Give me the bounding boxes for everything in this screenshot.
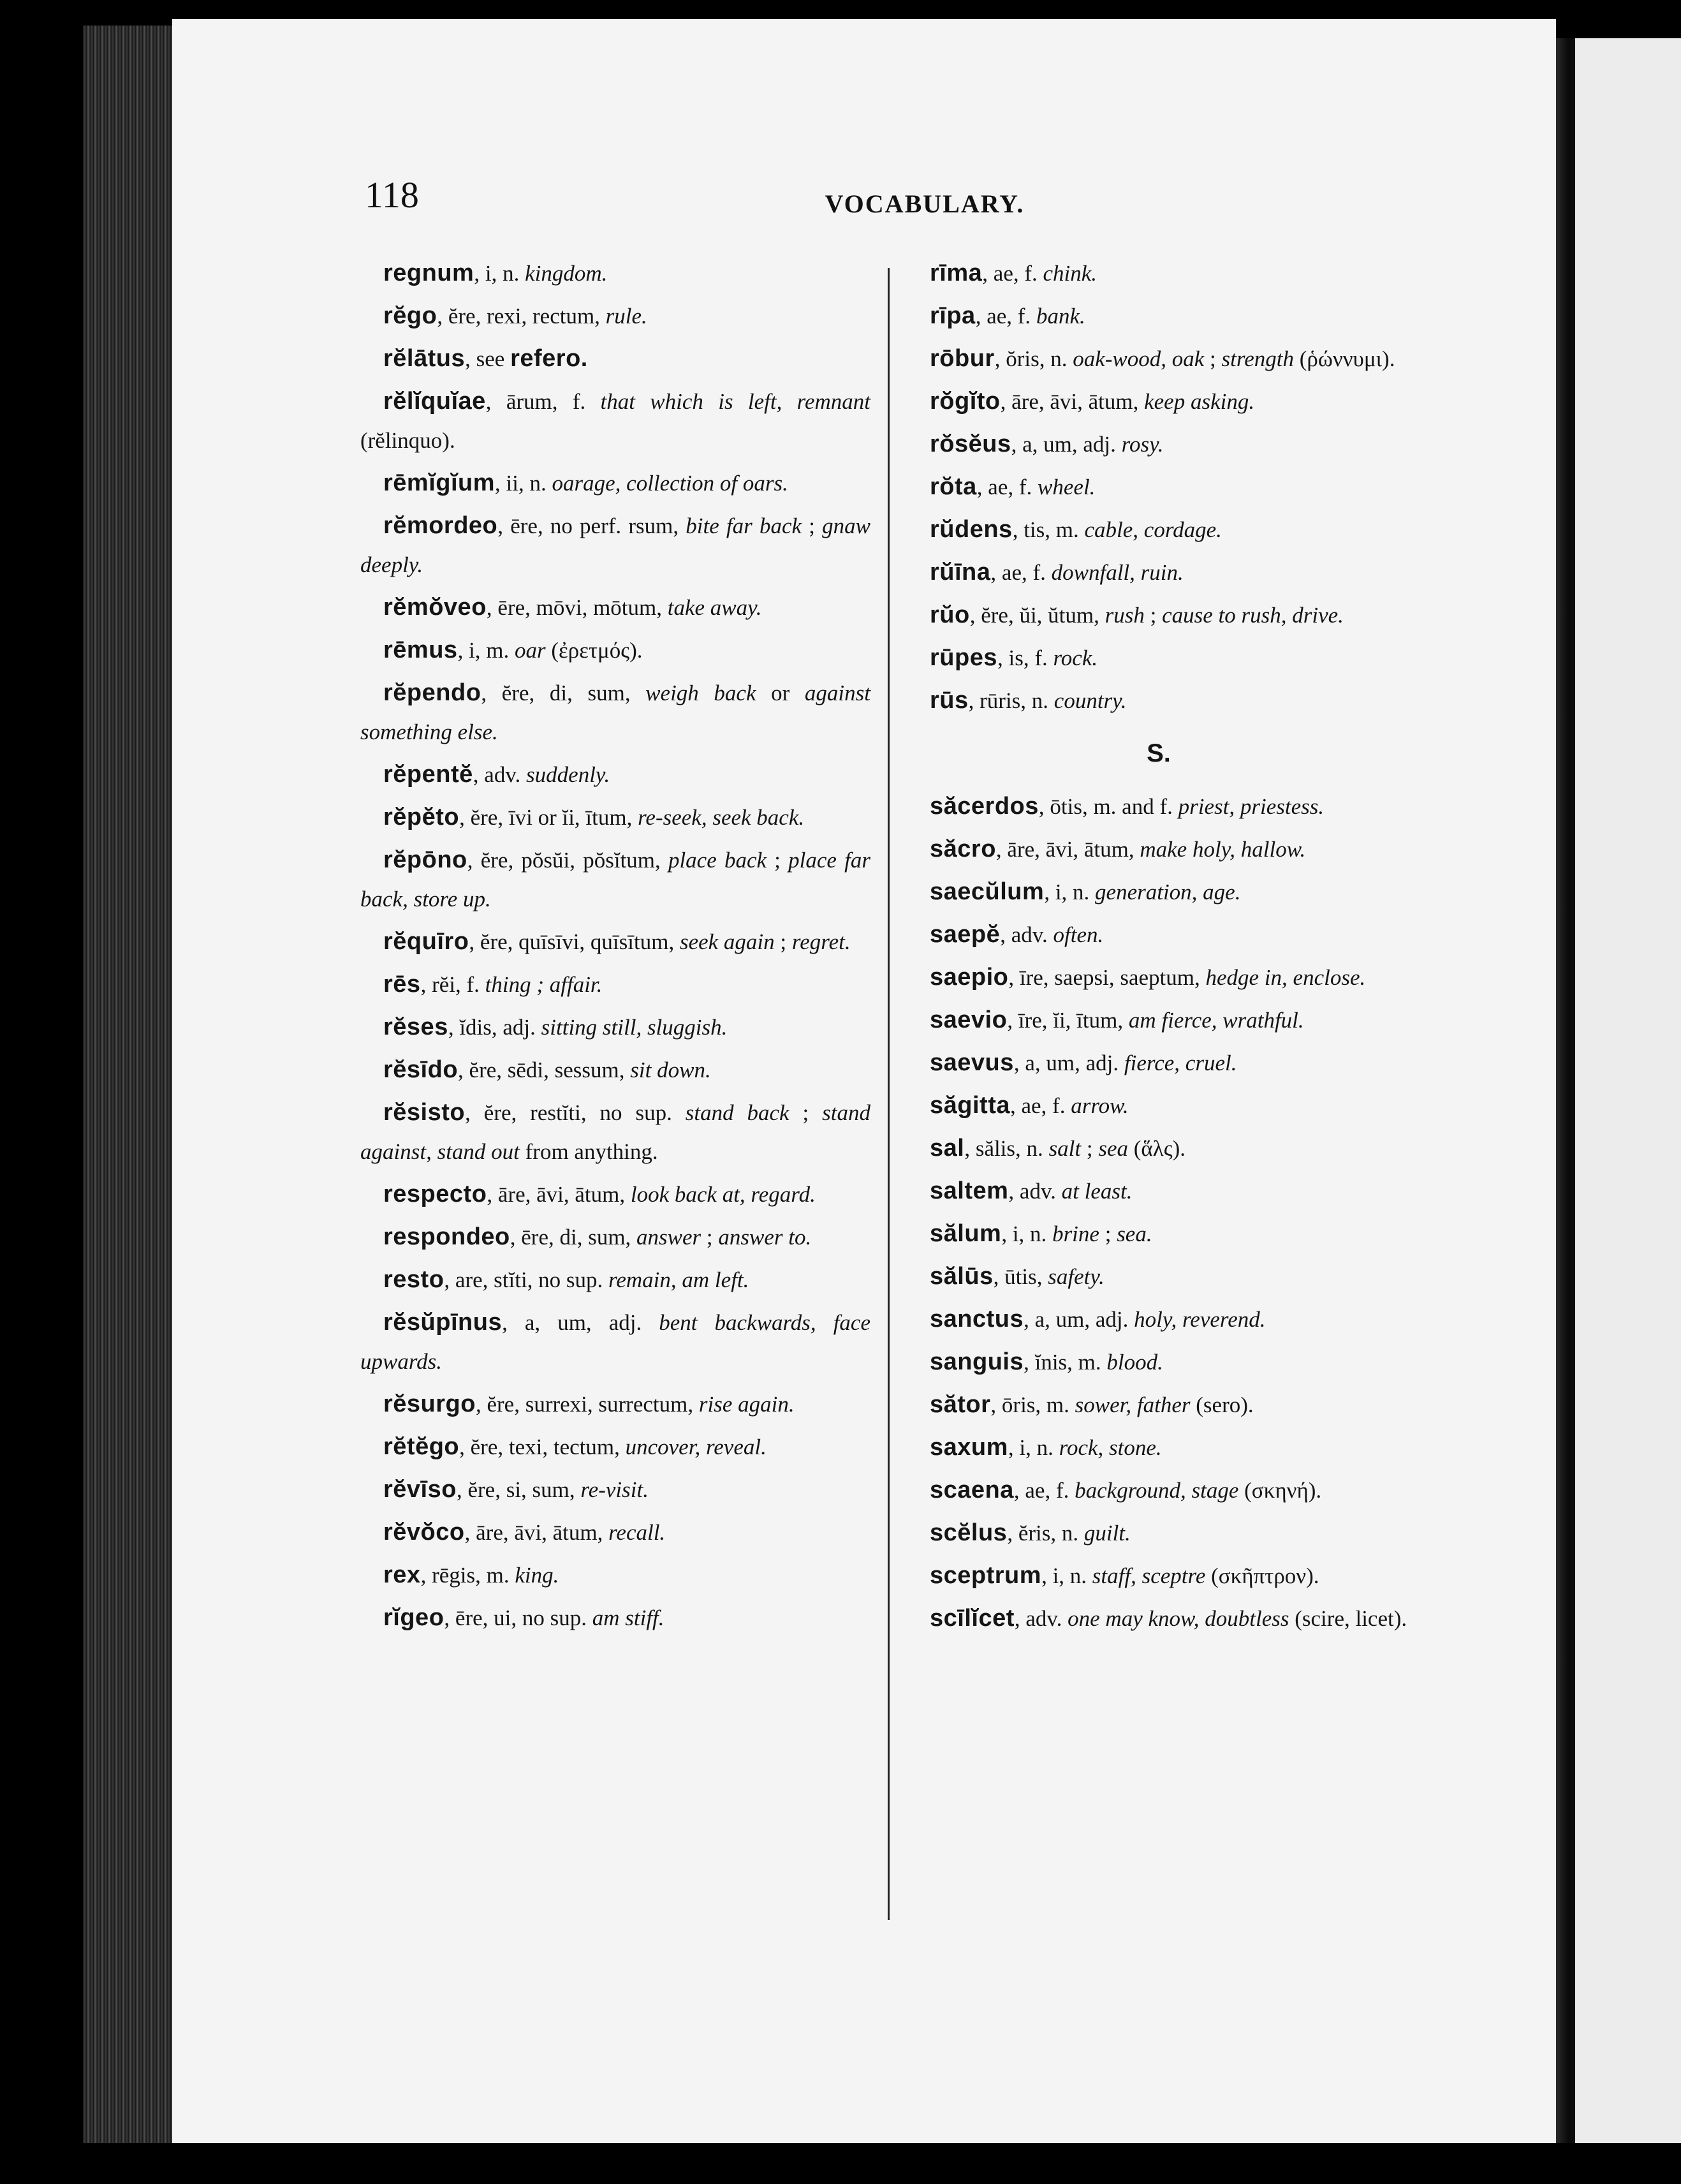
entry-text: (σκηνή). (1238, 1478, 1322, 1503)
entries-r-continued (907, 254, 1411, 720)
vocab-entry (360, 1385, 870, 1424)
entry-grammar: , sălis, n. (964, 1136, 1049, 1161)
vocab-entry (907, 468, 1411, 506)
entry-meaning: rise again. (698, 1392, 795, 1417)
entry-meaning: often. (1053, 922, 1104, 947)
entry-grammar: , ēre, mōvi, mōtum, (486, 595, 668, 620)
entry-grammar: , ĭdis, adj. (448, 1015, 541, 1040)
entry-grammar: , āre, āvi, ātum, (487, 1182, 631, 1207)
entry-grammar: , i, m. (457, 638, 515, 663)
entry-text: ; (1144, 603, 1163, 628)
right-column (907, 254, 1411, 1642)
entry-meaning: oak-wood, oak (1073, 346, 1205, 371)
vocab-entry (360, 965, 870, 1004)
column-divider (888, 268, 890, 1920)
left-column (360, 254, 870, 1641)
entry-grammar: , ŏris, n. (994, 346, 1073, 371)
entry-meaning: holy, reverend. (1134, 1307, 1266, 1332)
entry-meaning: hedge in, enclose. (1205, 965, 1366, 990)
entry-grammar: , ii, n. (495, 471, 552, 496)
vocab-entry (907, 1172, 1411, 1211)
vocab-entry (907, 787, 1411, 826)
entry-headword: saevus (930, 1049, 1014, 1076)
entry-meaning: rush (1105, 603, 1145, 628)
entry-text: ; (789, 1100, 823, 1125)
entry-headword: rĕvīso (383, 1476, 457, 1503)
entry-grammar: , ūtis, (993, 1264, 1048, 1289)
entry-meaning: bite far back (686, 513, 802, 538)
entry-headword: rĕvŏco (383, 1519, 465, 1546)
entry-headword: rŭīna (930, 559, 991, 586)
entry-grammar: , ĕris, n. (1007, 1521, 1084, 1546)
vocab-entry (360, 254, 870, 293)
page-number: 118 (365, 174, 419, 216)
vocab-entry (360, 798, 870, 837)
entry-text: ; (1081, 1136, 1099, 1161)
section-letter: S. (1147, 739, 1171, 767)
entry-grammar: , ĕre, surrexi, surrectum, (475, 1392, 699, 1417)
entry-headword: scaena (930, 1477, 1014, 1503)
entry-grammar: , ĕre, di, sum, (481, 681, 646, 705)
entry-text: (scire, licet). (1289, 1606, 1407, 1631)
entry-headword: rĕpentĕ (383, 761, 473, 788)
vocab-entry (907, 382, 1411, 421)
entry-headword: rĕpendo (383, 679, 481, 706)
entry-grammar: , i, n. (1001, 1221, 1053, 1246)
entry-meaning: generation, age. (1095, 880, 1241, 904)
vocab-entry (360, 755, 870, 794)
entry-meaning: sitting still, sluggish. (541, 1015, 728, 1040)
vocab-entry (360, 1556, 870, 1595)
entry-meaning: gnaw deeply. (360, 513, 870, 577)
entry-grammar: , adv. (1008, 1179, 1062, 1204)
entry-grammar: , i, n. (1041, 1563, 1092, 1588)
vocab-entry (360, 588, 870, 627)
vocab-entry (360, 339, 870, 378)
entry-meaning: priest, priestess. (1178, 794, 1325, 819)
entry-grammar: , ēre, di, sum, (510, 1225, 637, 1250)
entry-headword: rŭo (930, 601, 970, 628)
entry-grammar: , ĕre, texi, tectum, (459, 1435, 626, 1459)
entry-meaning: sit down. (630, 1058, 711, 1082)
entry-text: or (756, 681, 805, 705)
entry-meaning: look back at, regard. (630, 1182, 816, 1207)
entry-meaning: guilt. (1083, 1521, 1131, 1546)
entry-meaning: rule. (605, 304, 647, 328)
entry-headword: rūs (930, 687, 969, 714)
entry-headword: sanctus (930, 1306, 1024, 1332)
entry-headword: rĕsŭpīnus (383, 1309, 503, 1336)
entry-meaning: place far back, store up. (360, 848, 870, 911)
entry-meaning: remain, am left. (608, 1267, 749, 1292)
entry-grammar: , īre, saepsi, saeptum, (1008, 965, 1206, 990)
entry-meaning: blood. (1106, 1350, 1163, 1375)
vocab-entry (907, 1001, 1411, 1040)
entry-headword: rūpes (930, 644, 997, 671)
vocab-entry (907, 1257, 1411, 1296)
entry-meaning: bank. (1036, 304, 1085, 328)
vocab-entry (907, 553, 1411, 592)
vocab-entry (907, 1514, 1411, 1553)
entry-meaning: at least. (1061, 1179, 1133, 1204)
entry-text: ; (701, 1225, 719, 1250)
vocab-entry (907, 1343, 1411, 1382)
entry-headword: saltem (930, 1177, 1009, 1204)
entry-grammar: , ĕre, si, sum, (456, 1477, 581, 1502)
entry-headword: rĕsisto (383, 1099, 466, 1126)
entry-text: (ἅλς). (1128, 1136, 1186, 1161)
entry-grammar: , ae, f. (1009, 1093, 1071, 1118)
entry-text: (ῥώννυμι). (1293, 346, 1395, 371)
vocab-entry (907, 339, 1411, 378)
entry-headword: rĕsurgo (383, 1391, 476, 1417)
entry-meaning: wheel. (1038, 475, 1096, 499)
entry-grammar: , adv. (1014, 1606, 1068, 1631)
vocab-entry (907, 638, 1411, 677)
entry-grammar: , i, n. (1008, 1435, 1059, 1460)
entry-grammar: , ēre, ui, no sup. (444, 1605, 592, 1630)
entry-headword: rēs (383, 971, 421, 998)
entry-meaning: place back (668, 848, 767, 873)
entry-meaning: rock. (1053, 646, 1098, 670)
entry-crossref: refero. (510, 345, 588, 372)
entry-meaning: stand back (685, 1100, 789, 1125)
entry-grammar: , ĕre, īvi or ĭi, ītum, (459, 805, 638, 830)
vocab-entry (907, 1471, 1411, 1510)
entry-grammar: , rĕi, f. (420, 972, 485, 997)
entry-meaning: sower, father (1075, 1392, 1191, 1417)
entry-meaning: salt (1048, 1136, 1082, 1161)
vocab-entry (360, 674, 870, 751)
vocab-entry (907, 1214, 1411, 1253)
entry-headword: scĕlus (930, 1519, 1008, 1546)
entry-text: (sero). (1190, 1392, 1254, 1417)
entry-meaning: safety. (1048, 1264, 1105, 1289)
entry-meaning: am fierce, wrathful. (1128, 1008, 1304, 1033)
entry-headword: rĕpĕto (383, 804, 460, 830)
entry-meaning: that which is left, remnant (600, 389, 870, 414)
entry-grammar: , ĭnis, m. (1024, 1350, 1107, 1375)
vocab-entry (907, 425, 1411, 464)
entry-grammar: , i, n. (1044, 880, 1096, 904)
entry-meaning: keep asking. (1144, 389, 1255, 414)
entry-grammar: , see (465, 346, 511, 371)
vocab-entry (907, 958, 1411, 997)
vocab-entry (360, 631, 870, 670)
entry-meaning: cable, cordage. (1084, 517, 1222, 542)
entry-meaning: sea. (1117, 1221, 1152, 1246)
entry-meaning: against something else. (360, 681, 870, 744)
entry-meaning: take away. (667, 595, 762, 620)
entry-grammar: , īre, ĭi, ītum, (1007, 1008, 1129, 1033)
entry-grammar: , adv. (473, 762, 527, 787)
entry-meaning: background, stage (1075, 1478, 1239, 1503)
entry-headword: rĕquīro (383, 928, 469, 955)
vocab-entry (907, 1044, 1411, 1082)
entry-grammar: , rēgis, m. (420, 1563, 515, 1588)
entry-grammar: , ōtis, m. and f. (1038, 794, 1178, 819)
entry-meaning: recall. (608, 1520, 666, 1545)
entry-meaning: brine (1052, 1221, 1099, 1246)
entry-meaning: arrow. (1071, 1093, 1129, 1118)
entry-grammar: , ae, f. (982, 261, 1043, 286)
entry-grammar: , a, um, adj. (1024, 1307, 1134, 1332)
entry-text: ; (774, 929, 792, 954)
entry-headword: rŭdens (930, 516, 1013, 543)
entry-text: (σκῆπτρον). (1205, 1563, 1319, 1588)
entry-headword: rĕlātus (383, 345, 466, 372)
entry-text: (rĕlinquo). (360, 428, 455, 453)
vocab-entry (907, 681, 1411, 720)
entry-text: ; (802, 513, 823, 538)
entry-headword: respondeo (383, 1223, 510, 1250)
entry-meaning: oar (515, 638, 546, 663)
entry-headword: rŏgĭto (930, 388, 1001, 415)
entry-grammar: , ōris, m. (990, 1392, 1075, 1417)
entry-headword: rex (383, 1561, 421, 1588)
vocab-entry (907, 1428, 1411, 1467)
entry-grammar: , ĕre, restĭti, no sup. (465, 1100, 686, 1125)
entry-meaning: cause to rush, drive. (1162, 603, 1344, 628)
entry-grammar: , āre, āvi, ātum, (464, 1520, 609, 1545)
vocab-entry (907, 510, 1411, 549)
vocab-entry (360, 1513, 870, 1552)
entry-meaning: am stiff. (592, 1605, 664, 1630)
entry-text: ; (1099, 1221, 1117, 1246)
entry-grammar: , āre, āvi, ātum, (1000, 389, 1145, 414)
entry-headword: rĕgo (383, 302, 437, 329)
entry-headword: regnum (383, 260, 474, 286)
entry-meaning: make holy, hallow. (1140, 837, 1306, 862)
entry-text: from anything. (519, 1139, 658, 1164)
vocab-entry (907, 596, 1411, 635)
entry-headword: săcro (930, 836, 996, 862)
entry-meaning: regret. (791, 929, 851, 954)
entry-headword: sălūs (930, 1263, 994, 1290)
entry-headword: rŏta (930, 473, 977, 500)
entry-meaning: suddenly. (526, 762, 610, 787)
entry-grammar: , is, f. (997, 646, 1053, 670)
entry-headword: rōbur (930, 345, 995, 372)
entry-grammar: , ae, f. (1013, 1478, 1075, 1503)
entry-headword: rĭgeo (383, 1604, 444, 1631)
entry-meaning: rosy. (1121, 432, 1164, 457)
vocab-entry (907, 1300, 1411, 1339)
vocab-entry (907, 1385, 1411, 1424)
entry-grammar: , ēre, no perf. rsum, (497, 513, 686, 538)
vocab-entry (360, 1051, 870, 1089)
entry-meaning: weigh back (645, 681, 756, 705)
book-gutter-edge (83, 26, 179, 2143)
entry-meaning: one may know, doubtless (1068, 1606, 1289, 1631)
entry-meaning: downfall, ruin. (1051, 560, 1184, 585)
entry-headword: rīma (930, 260, 983, 286)
vocab-entry (907, 297, 1411, 336)
vocab-entry (907, 873, 1411, 911)
entry-meaning: king. (515, 1563, 559, 1588)
vocab-entry (360, 1175, 870, 1214)
entry-grammar: , āre, āvi, ātum, (995, 837, 1140, 862)
entry-grammar: , ae, f. (975, 304, 1036, 328)
entry-headword: scīlĭcet (930, 1605, 1015, 1632)
entry-grammar: , a, um, adj. (1011, 432, 1122, 457)
entry-grammar: , a, um, adj. (1013, 1051, 1124, 1075)
entry-grammar: , ĕre, quīsīvi, quīsītum, (469, 929, 680, 954)
entry-headword: saepĕ (930, 921, 1001, 948)
entry-text: ; (767, 848, 789, 873)
entry-meaning: rock, stone. (1059, 1435, 1162, 1460)
vocab-entry (360, 1428, 870, 1466)
entry-grammar: , ārum, f. (485, 389, 601, 414)
entry-meaning: answer (636, 1225, 701, 1250)
entry-meaning: stand against, stand out (360, 1100, 870, 1164)
entry-meaning: sea (1098, 1136, 1129, 1161)
entry-grammar: , tis, m. (1012, 517, 1085, 542)
entry-headword: rĕmordeo (383, 512, 498, 539)
entry-meaning: answer to. (718, 1225, 812, 1250)
entry-meaning: country. (1053, 688, 1127, 713)
entry-headword: rĕsīdo (383, 1056, 459, 1083)
entry-headword: rēmus (383, 637, 458, 663)
vocab-entry (907, 915, 1411, 954)
vocab-entry (907, 254, 1411, 293)
vocab-entry (360, 1303, 870, 1381)
vocab-entry (907, 1599, 1411, 1638)
entry-headword: rĕlĭquĭae (383, 388, 486, 415)
vocab-entry (360, 464, 870, 503)
vocab-entry (360, 1598, 870, 1637)
entry-grammar: , i, n. (474, 261, 525, 286)
entry-text: (ἐρετμός). (545, 638, 643, 663)
entry-headword: sal (930, 1135, 965, 1162)
entry-headword: saevio (930, 1007, 1008, 1033)
entry-grammar: , rūris, n. (968, 688, 1054, 713)
vocab-entry (907, 1129, 1411, 1168)
entry-meaning: seek again (679, 929, 775, 954)
facing-page-edge (1575, 38, 1681, 2143)
entry-headword: rĕtĕgo (383, 1433, 460, 1460)
entry-headword: saecŭlum (930, 878, 1045, 905)
vocab-entry (907, 830, 1411, 869)
entry-text: ; (1204, 346, 1222, 371)
entry-headword: sător (930, 1391, 991, 1418)
entry-grammar: , adv. (1000, 922, 1053, 947)
entry-headword: rŏsĕus (930, 431, 1011, 457)
vocab-entry (360, 1218, 870, 1257)
entry-grammar: , ĕre, rexi, rectum, (437, 304, 606, 328)
entry-headword: rĕmŏveo (383, 594, 487, 621)
entry-meaning: re-visit. (580, 1477, 649, 1502)
vocab-entry (360, 1093, 870, 1171)
entry-headword: săcerdos (930, 793, 1039, 820)
entry-meaning: uncover, reveal. (625, 1435, 767, 1459)
entry-grammar: , ae, f. (976, 475, 1038, 499)
running-head: VOCABULARY. (825, 189, 1025, 218)
entry-headword: sceptrum (930, 1562, 1042, 1589)
vocab-entry (360, 382, 870, 460)
vocab-entry (360, 1008, 870, 1047)
entry-meaning: oarage, collection of oars. (552, 471, 788, 496)
entry-grammar: , ĕre, sēdi, sessum, (458, 1058, 631, 1082)
vocab-entry (907, 1086, 1411, 1125)
vocab-entry (360, 1260, 870, 1299)
vocab-entry (360, 1470, 870, 1509)
entry-grammar: , ĕre, ŭi, ŭtum, (969, 603, 1105, 628)
entry-headword: săgitta (930, 1092, 1010, 1119)
entry-grammar: , a, um, adj. (502, 1310, 659, 1335)
entries-s (907, 787, 1411, 1638)
entry-meaning: fierce, cruel. (1124, 1051, 1237, 1075)
entry-headword: saxum (930, 1434, 1008, 1461)
vocab-entry (360, 841, 870, 919)
entry-grammar: , are, stĭti, no sup. (444, 1267, 609, 1292)
entry-headword: rēmĭgĭum (383, 469, 495, 496)
entry-grammar: , ĕre, pŏsŭi, pŏsĭtum, (467, 848, 668, 873)
entry-headword: resto (383, 1266, 444, 1293)
entry-grammar: , ae, f. (990, 560, 1052, 585)
entry-headword: sălum (930, 1220, 1002, 1247)
entry-headword: saepio (930, 964, 1009, 991)
entry-meaning: chink. (1043, 261, 1097, 286)
entry-headword: rĕpōno (383, 846, 467, 873)
entry-headword: respecto (383, 1181, 487, 1207)
vocab-entry (360, 922, 870, 961)
entry-headword: rĕses (383, 1014, 448, 1040)
entry-headword: sanguis (930, 1348, 1024, 1375)
vocab-entry (907, 1556, 1411, 1595)
vocab-entry (360, 506, 870, 584)
vocab-entry (360, 297, 870, 336)
entry-meaning: bent backwards, face upwards. (360, 1310, 870, 1374)
entry-meaning: re-seek, seek back. (638, 805, 805, 830)
entry-meaning: strength (1221, 346, 1294, 371)
entry-headword: rīpa (930, 302, 976, 329)
entry-meaning: thing ; affair. (485, 972, 603, 997)
entry-meaning: kingdom. (525, 261, 608, 286)
entry-meaning: staff, sceptre (1092, 1563, 1206, 1588)
